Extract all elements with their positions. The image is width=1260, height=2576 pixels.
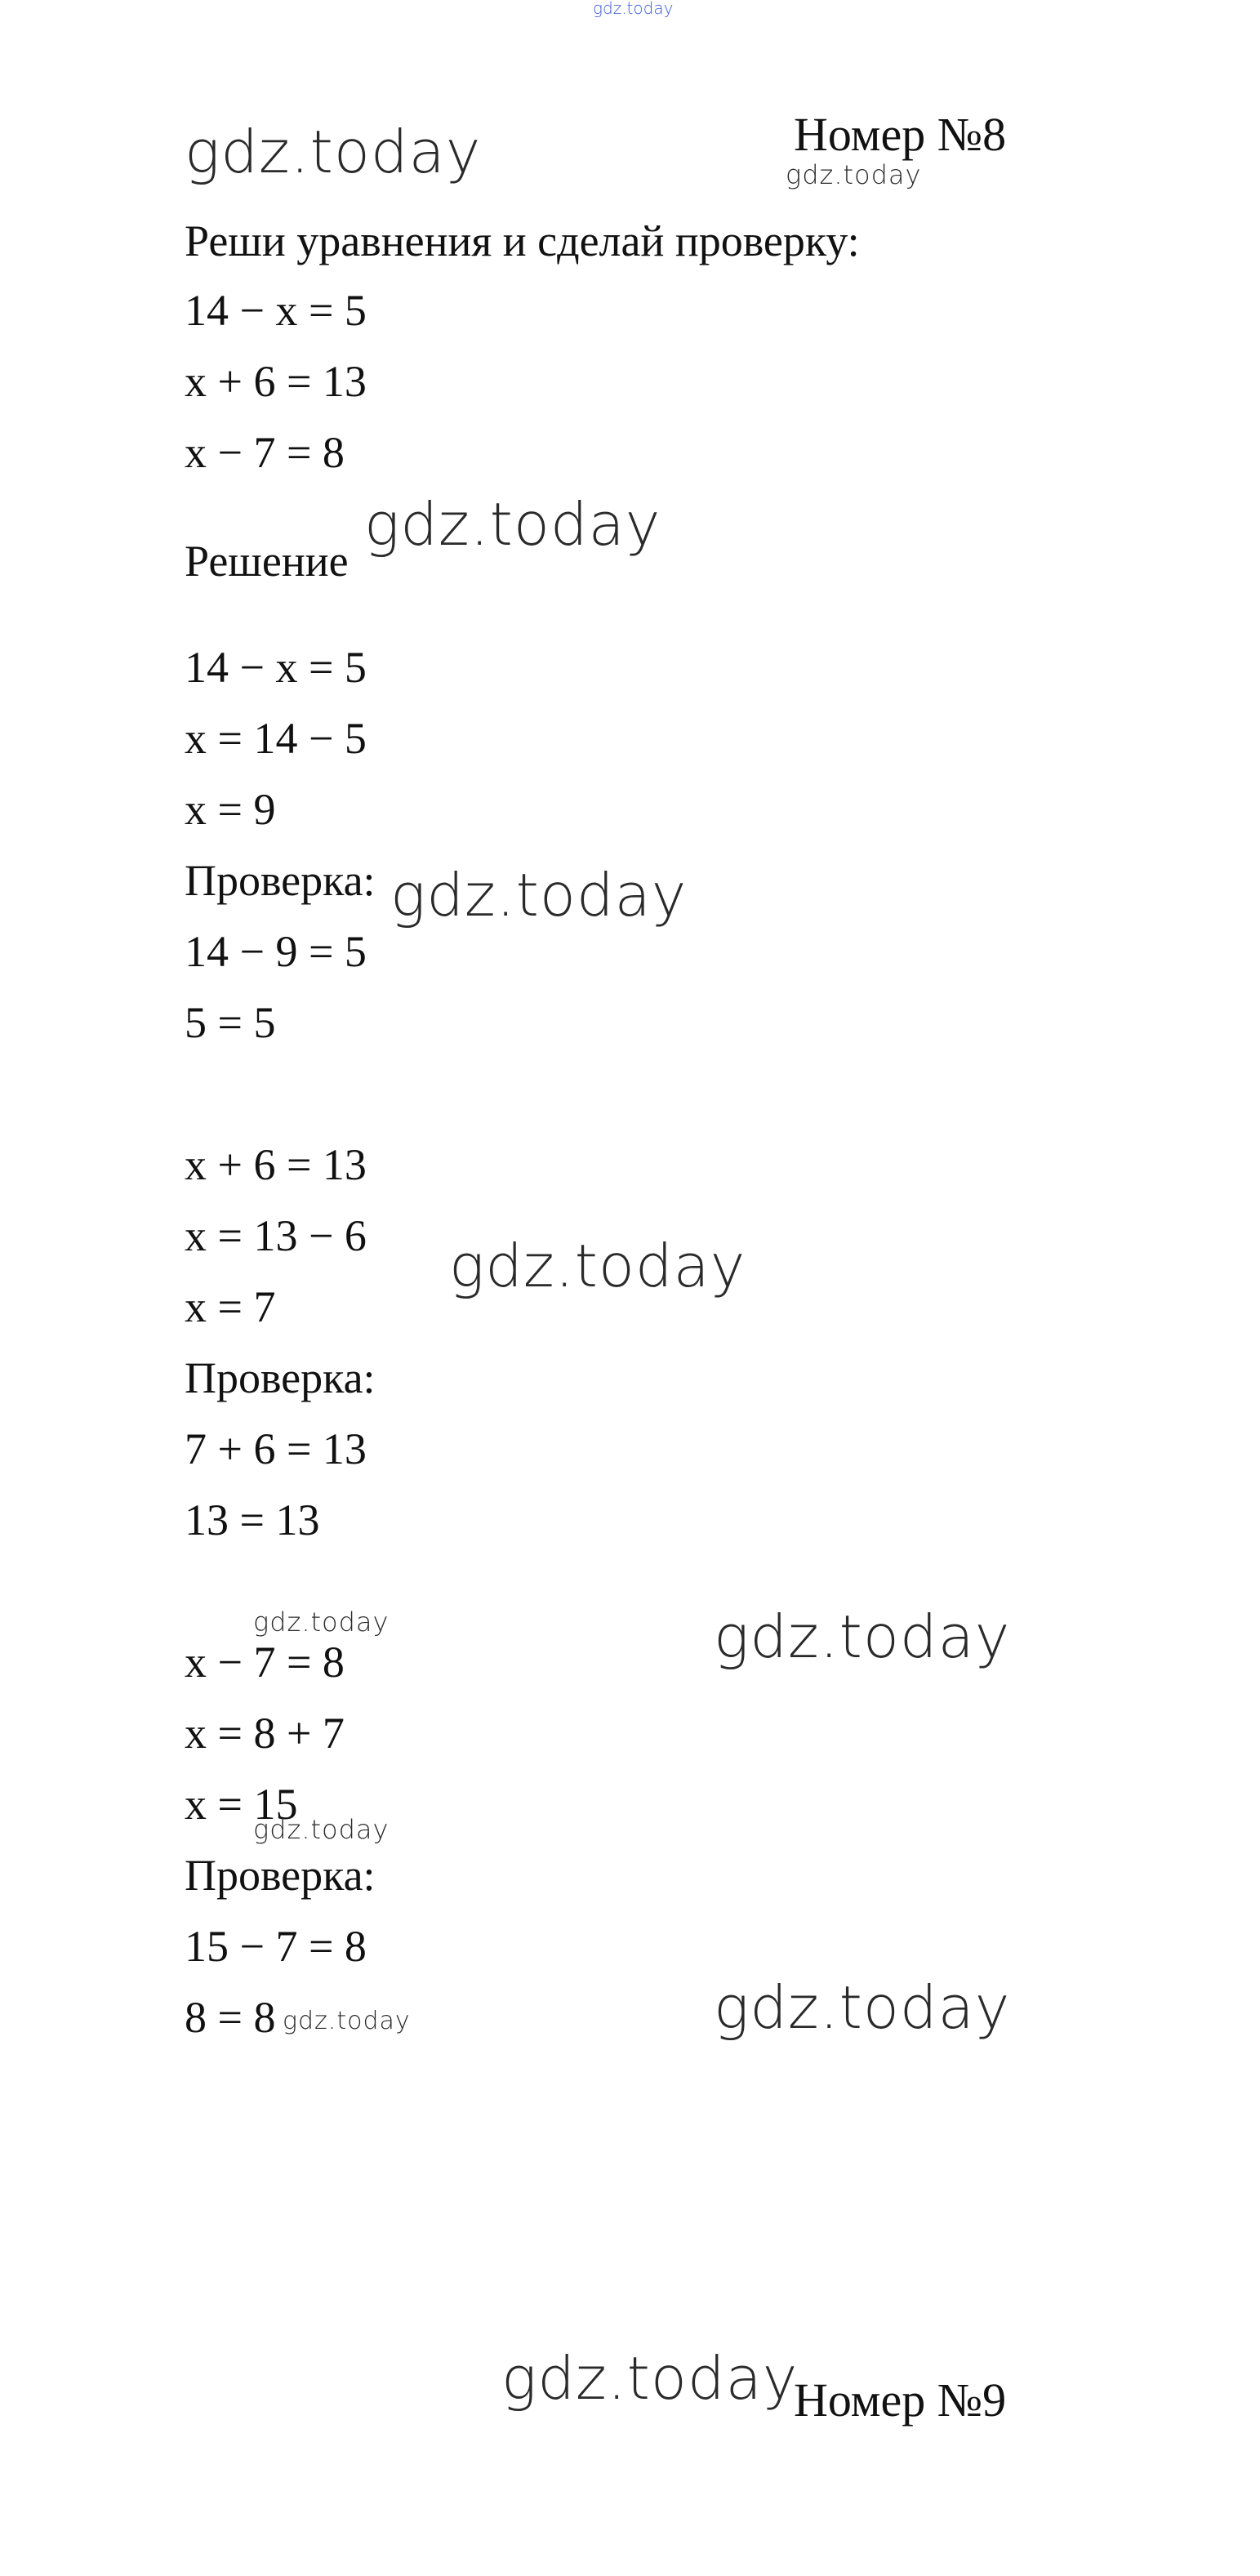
task-prompt: Реши уравнения и сделай проверку: (185, 216, 860, 265)
solution-step: x = 7 (185, 1282, 276, 1331)
solution-step: x = 8 + 7 (185, 1709, 345, 1758)
check-label: Проверка: (185, 1353, 376, 1402)
solution-step: x = 14 − 5 (185, 714, 367, 763)
page-title: Номер №8 (794, 108, 1007, 161)
check-step: 13 = 13 (185, 1495, 320, 1544)
task-equation-1: 14 − x = 5 (185, 286, 367, 335)
watermark-logo: gdz.today (714, 1602, 1011, 1671)
watermark-small: gdz.today (786, 159, 922, 190)
watermark-logo: gdz.today (501, 2344, 799, 2413)
solution-step: x = 15 (185, 1780, 298, 1829)
check-step: 5 = 5 (185, 998, 276, 1047)
watermark-logo: gdz.today (390, 861, 688, 929)
task-equation-3: x − 7 = 8 (185, 428, 345, 477)
solution-heading: Решение (185, 537, 349, 586)
watermark-logo: gdz.today (714, 1973, 1011, 2042)
check-label: Проверка: (185, 856, 376, 905)
watermark-top: gdz.today (593, 0, 674, 18)
watermark-logo: gdz.today (185, 118, 482, 186)
watermark-small: gdz.today (253, 1607, 390, 1638)
solution-step: x + 6 = 13 (185, 1140, 367, 1189)
solution-step: 14 − x = 5 (185, 643, 367, 692)
check-step: 7 + 6 = 13 (185, 1424, 367, 1473)
solution-step: x = 13 − 6 (185, 1211, 367, 1260)
watermark-small: gdz.today (283, 2007, 411, 2035)
check-step: 15 − 7 = 8 (185, 1922, 367, 1971)
watermark-logo: gdz.today (449, 1232, 746, 1300)
task-equation-2: x + 6 = 13 (185, 357, 367, 406)
check-step: 8 = 8 (185, 1993, 276, 2042)
solution-step: x = 9 (185, 785, 276, 834)
watermark-small: gdz.today (253, 1814, 390, 1845)
solution-step: x − 7 = 8 (185, 1638, 345, 1687)
watermark-logo: gdz.today (364, 490, 661, 559)
check-step: 14 − 9 = 5 (185, 927, 367, 976)
next-page-title: Номер №9 (794, 2373, 1007, 2427)
check-label: Проверка: (185, 1851, 376, 1900)
